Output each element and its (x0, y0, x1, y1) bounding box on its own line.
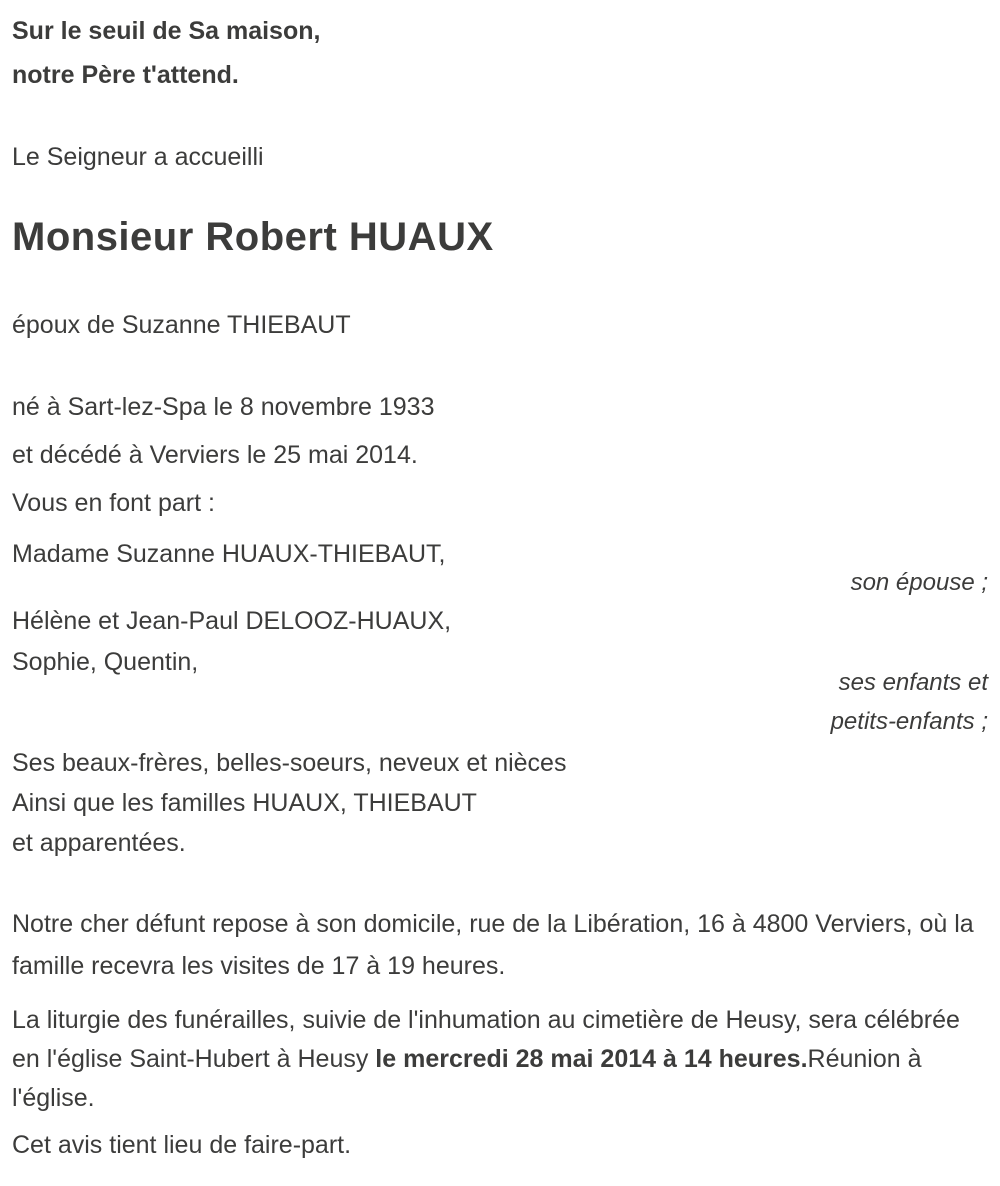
funeral-text: La liturgie des funérailles, suivie de l'inhumation au cimetière de Heusy, sera célébrée en l'église Saint-Hubert à Heusy (12, 1006, 960, 1073)
intro-line: Le Seigneur a accueilli (12, 143, 264, 171)
epigraph-line-2: notre Père t'attend. (12, 61, 239, 89)
extended-family-line-3: et apparentées. (12, 829, 186, 857)
children-line-2: Sophie, Quentin, (12, 648, 199, 676)
death-line: et décédé à Verviers le 25 mai 2014. (12, 441, 418, 469)
visitation-paragraph: Notre cher défunt repose à son domicile, rue de la Libération, 16 à 4800 Verviers, où la famille recevra les visites de 17 à 19 heures. (12, 910, 974, 980)
children-relation-line-2: petits-enfants ; (830, 708, 988, 735)
deceased-name: Monsieur Robert HUAUX (12, 215, 494, 259)
widow-line: Madame Suzanne HUAUX-THIEBAUT, (12, 540, 446, 568)
epigraph (12, 16, 988, 90)
widow-relation: son épouse ; (850, 569, 988, 596)
spouse-line: époux de Suzanne THIEBAUT (12, 311, 351, 339)
funeral-paragraph (12, 1001, 988, 1118)
announcement-line: Vous en font part : (12, 489, 215, 517)
closing-line: Cet avis tient lieu de faire-part. (12, 1131, 352, 1159)
funeral-reunion-text: Réunion à l'église. (12, 1045, 922, 1112)
birth-line: né à Sart-lez-Spa le 8 novembre 1933 (12, 393, 435, 421)
children-relation-line-1: ses enfants et (838, 669, 988, 696)
children-line-1: Hélène et Jean-Paul DELOOZ-HUAUX, (12, 607, 452, 635)
extended-family-line-1: Ses beaux-frères, belles-soeurs, neveux et nièces (12, 749, 567, 777)
epigraph-line-1: Sur le seuil de Sa maison, (12, 17, 321, 45)
funeral-datetime: le mercredi 28 mai 2014 à 14 heures. (375, 1045, 808, 1073)
extended-family-line-2: Ainsi que les familles HUAUX, THIEBAUT (12, 789, 477, 817)
